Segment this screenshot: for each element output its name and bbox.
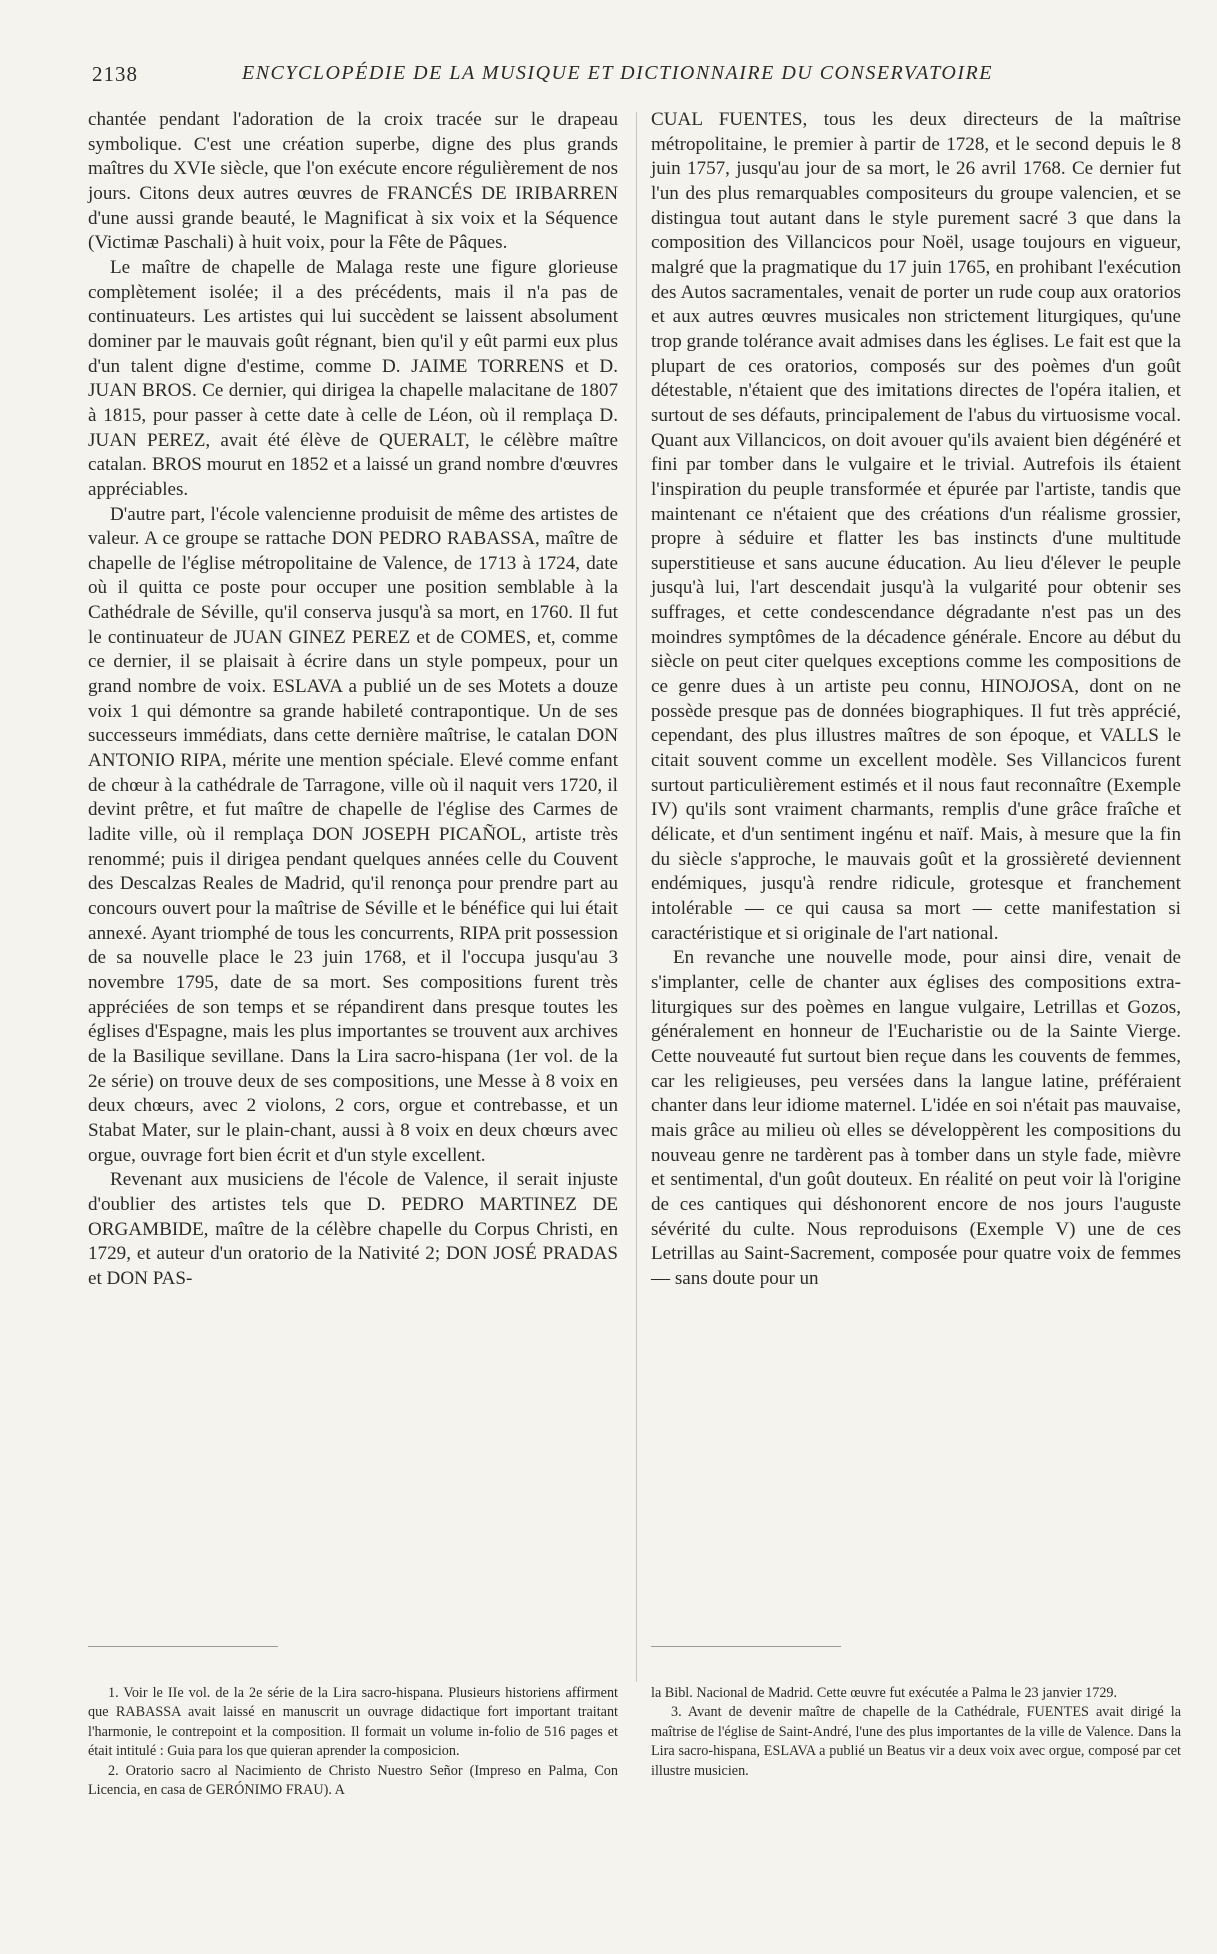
paragraph: Le maître de chapelle de Malaga reste une figure glorieuse complètement isolée; il a des précédents, mais il n'a pas de continuateurs. Les artistes qui lui succèdent se laissent absolument dominer par le mauvais goût régnant, bien qu'il y eût parmi eux plus d'un talent digne d'estime, comme D. JAIME TORRENS et D. JUAN BROS. Ce dernier, qui dirigea la chapelle malacitane de 1807 à 1815, pour passer à cette date à celle de Léon, où il remplaça D. JUAN PEREZ, avait été élève de QUERALT, le célèbre maître catalan. BROS mourut en 1852 et a laissé un grand nombre d'œuvres appréciables. — [88, 256, 618, 500]
footnote-divider — [88, 1646, 278, 1647]
footnotes-right — [651, 1684, 1181, 1781]
paragraph: D'autre part, l'école valencienne produisit de même des artistes de valeur. A ce groupe se rattache DON PEDRO RABASSA, maître de chapelle de l'église métropolitaine de Valence, de 1713 à 1724, date où il quitta ce poste pour occuper une position semblable à la Cathédrale de Séville, qu'il conserva jusqu'à sa mort, en 1760. Il fut le continuateur de JUAN GINEZ PEREZ et de COMES, et, comme ce dernier, il se plaisait à écrire dans un style pompeux, pour un grand nombre de voix. ESLAVA a publié un de ses Motets a douze voix 1 qui démontre sa grande habileté contrapontique. Un de ses successeurs immédiats, dans cette dernière maîtrise, le catalan DON ANTONIO RIPA, mérite une mention spéciale. Elevé comme enfant de chœur à la cathédrale de Tarragone, ville où il naquit vers 1720, il devint prêtre, et fut maître de chapelle de l'église des Carmes de ladite ville, où il remplaça DON JOSEPH PICAÑOL, artiste très renommé; puis il dirigea pendant quelques années celle du Couvent des Descalzas Reales de Madrid, qu'il renonça pour prendre part au concours ouvert pour la maîtrise de Séville et le bénéfice qui lui était annexé. Ayant triomphé de tous les concurrents, RIPA prit possession de sa nouvelle place le 23 juin 1768, et il l'occupa jusqu'au 3 novembre 1795, date de sa mort. Ses compositions furent très appréciées de son temps et se répandirent dans presque toutes les églises d'Espagne, mais les plus importantes se trouvent aux archives de la Basilique sevillane. Dans la Lira sacro-hispana (1er vol. de la 2e série) on trouve deux de ses compositions, une Messe à 8 voix en deux chœurs, avec 2 violons, 2 cors, orgue et contrebasse, et un Stabat Mater, sur le plain-chant, aussi à 8 voix en deux chœurs avec orgue, ouvrage fort bien écrit et d'un style excellent. — [88, 503, 618, 1166]
paragraph: En revanche une nouvelle mode, pour ainsi dire, venait de s'implanter, celle de chanter aux églises des compositions extra-liturgiques sur des poèmes en langue vulgaire, Letrillas et Gozos, généralement en honneur de l'Eucharistie ou de la Sainte Vierge. Cette nouveauté fut surtout bien reçue dans les couvents de femmes, car les religieuses, peu versées dans la langue latine, préféraient chanter dans leur idiome maternel. L'idée en soi n'était pas mauvaise, mais grâce au milieu où elles se développèrent les compositions du nouveau genre ne tardèrent pas à tomber dans un style fade, mièvre et sentimental, d'un goût douteux. En réalité on peut voir là l'origine de ces cantiques qui déshonorent encore de nos jours l'auguste sévérité du culte. Nous reproduisons (Exemple V) une de ces Letrillas au Saint-Sacrement, composée pour quatre voix de femmes — sans doute pour un — [651, 947, 1181, 1289]
paragraph: CUAL FUENTES, tous les deux directeurs de la maîtrise métropolitaine, le premier à partir de 1728, et le second depuis le 8 juin 1757, jusqu'au jour de sa mort, le 26 avril 1768. Ce dernier fut l'un des plus remarquables compositeurs du groupe valencien, et se distingua tout autant dans le style purement sacré 3 que dans la composition des Villancicos pour Noël, usage toujours en vigueur, malgré que la pragmatique du 17 juin 1765, en prohibant l'exécution des Autos sacramentales, venait de porter un rude coup aux oratorios et aux autres œuvres musicales non strictement liturgiques, qu'une trop grande tolérance avait admises dans les églises. Le fait est que la plupart de ces oratorios, composés sur des poèmes d'un goût détestable, n'étaient que des imitations directes de l'opéra italien, et surtout de ses défauts, principalement de l'abus du virtuosisme vocal. Quant aux Villancicos, on doit avouer qu'ils avaient bien dégénéré et fini par tomber dans le vulgaire et le trivial. Autrefois ils étaient l'inspiration du peuple transformée et épurée par l'artiste, tandis que maintenant ce n'étaient que des créations d'un réalisme grossier, propre à séduire et flatter les bas instincts d'une multitude superstitieuse et sans aucune éducation. Au lieu d'élever le peuple jusqu'à lui, l'art descendait jusqu'à la vulgarité pour obtenir ses suffrages, et cette condescendance dégradante n'est pas un des moindres symptômes de la décadence générale. Encore au début du siècle on peut citer quelques exceptions comme les compositions de ce genre dues à un artiste peu connu, HINOJOSA, dont on ne possède presque pas de données biographiques. Il fut très apprécié, cependant, des plus illustres maîtres de son époque, et VALLS le citait souvent comme un excellent modèle. Ses Villancicos furent surtout particulièrement estimés et il nous faut reconnaître (Exemple IV) qu'ils sont vraiment charmants, remplis d'une grâce fraîche et délicate, et d'un sentiment ingénu et naïf. Mais, à mesure que la fin du siècle s'approche, le mauvais goût et la grossièreté deviennent endémiques, jusqu'à rendre ridicule, grotesque et franchement intolérable — ce qui causa sa mort — cette manifestation si caractéristique et si originale de l'art national. — [651, 109, 1181, 944]
footnote: 3. Avant de devenir maître de chapelle de la Cathédrale, FUENTES avait dirigé la maîtrise de l'église de Saint-André, l'une des plus importantes de la ville de Valence. Dans la Lira sacro-hispana, ESLAVA a publié un Beatus vir a deux voix avec orgue, composé par cet illustre musicien. — [651, 1704, 1181, 1779]
footnote: 2. Oratorio sacro al Nacimiento de Christo Nuestro Señor (Impreso en Palma, Con Licencia, en casa de GERÓNIMO FRAU). A — [88, 1762, 618, 1799]
page-header — [92, 62, 1142, 92]
column-divider — [636, 112, 637, 1682]
paragraph: chantée pendant l'adoration de la croix tracée sur le drapeau symbolique. C'est une création superbe, digne des plus grands maîtres du XVIe siècle, que l'on exécute encore régulièrement de nos jours. Citons deux autres œuvres de FRANCÉS DE IRIBARREN d'une aussi grande beauté, le Magnificat à six voix et la Séquence (Victimæ Paschali) à huit voix, pour la Fête de Pâques. — [88, 109, 618, 254]
left-column — [88, 108, 618, 1292]
paragraph: Revenant aux musiciens de l'école de Valence, il serait injuste d'oublier des artistes tels que D. PEDRO MARTINEZ DE ORGAMBIDE, maître de la célèbre chapelle du Corpus Christi, en 1729, et auteur d'un oratorio de la Nativité 2; DON JOSÉ PRADAS et DON PAS- — [88, 1169, 618, 1289]
running-title: ENCYCLOPÉDIE DE LA MUSIQUE ET DICTIONNAIRE DU CONSERVATOIRE — [242, 62, 993, 84]
page-number: 2138 — [92, 62, 138, 86]
footnote: la Bibl. Nacional de Madrid. Cette œuvre fut exécutée a Palma le 23 janvier 1729. — [651, 1685, 1118, 1701]
footnote: 1. Voir le IIe vol. de la 2e série de la Lira sacro-hispana. Plusieurs historiens affirment que RABASSA avait laissé en manuscrit un ouvrage didactique fort important traitant l'harmonie, le contrepoint et la composition. Il formait un volume in-folio de 516 pages et était intitulé : Guia para los que quieran aprender la composicion. — [88, 1685, 618, 1760]
footnotes-left — [88, 1684, 618, 1800]
right-column — [651, 108, 1181, 1292]
footnote-divider — [651, 1646, 841, 1647]
